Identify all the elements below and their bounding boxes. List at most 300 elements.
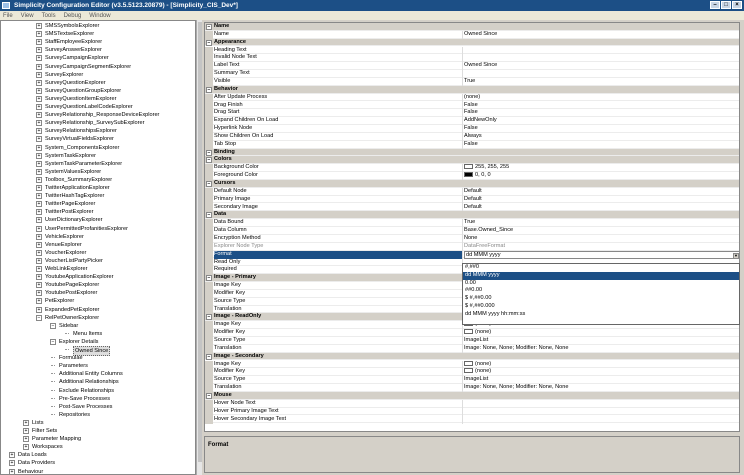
- tree-node[interactable]: [1, 346, 196, 354]
- property-value-text: Owned Since: [464, 30, 498, 37]
- row-gutter: [205, 251, 213, 259]
- property-value[interactable]: [464, 172, 740, 180]
- expand-icon[interactable]: +: [37, 306, 41, 313]
- expand-icon[interactable]: +: [37, 274, 41, 281]
- property-value-text: None: [464, 234, 478, 241]
- dropdown-option[interactable]: $ #,##0.000: [465, 302, 495, 309]
- configuration-tree[interactable]: [0, 20, 196, 475]
- tree-connector: [51, 381, 55, 382]
- property-category[interactable]: [205, 39, 740, 47]
- tree-node[interactable]: [1, 119, 196, 127]
- row-gutter: [205, 102, 213, 110]
- row-gutter: [205, 416, 213, 424]
- property-value[interactable]: [464, 109, 740, 117]
- tree-node-label: SurveyQuestionGroupExplorer: [45, 87, 122, 94]
- property-value[interactable]: [464, 188, 740, 196]
- dropdown-option[interactable]: #,##0: [465, 264, 479, 270]
- scrollbar-thumb[interactable]: [198, 22, 202, 462]
- property-row[interactable]: [205, 31, 740, 39]
- tree-node[interactable]: [1, 208, 196, 216]
- row-gutter: [205, 172, 213, 180]
- property-row[interactable]: [205, 188, 740, 196]
- property-name: Foreground Color: [214, 172, 463, 180]
- property-name: Tab Stop: [214, 141, 463, 149]
- tree-node[interactable]: [1, 54, 196, 62]
- tree-node-label: Repositories: [59, 411, 91, 418]
- property-row[interactable]: [205, 243, 740, 251]
- tree-node[interactable]: [1, 338, 196, 346]
- tree-node[interactable]: [1, 168, 196, 176]
- tree-node[interactable]: [1, 176, 196, 184]
- expand-icon[interactable]: +: [24, 419, 28, 426]
- property-value-text: Base.Owned_Since: [464, 227, 514, 234]
- expand-icon[interactable]: +: [37, 217, 41, 224]
- property-value[interactable]: [464, 62, 740, 70]
- property-value[interactable]: [464, 117, 740, 125]
- property-row[interactable]: [205, 416, 740, 424]
- row-gutter: [205, 164, 213, 172]
- property-category[interactable]: [205, 86, 740, 94]
- tree-node[interactable]: [1, 314, 196, 322]
- property-value[interactable]: [464, 141, 740, 149]
- property-value-text: Always: [464, 132, 482, 139]
- maximize-button[interactable]: □: [721, 1, 731, 9]
- property-value[interactable]: [464, 368, 740, 376]
- property-name: Drag Start: [214, 109, 463, 117]
- property-row[interactable]: [205, 78, 740, 86]
- property-category[interactable]: [205, 211, 740, 219]
- expand-icon[interactable]: +: [37, 55, 41, 62]
- tree-node[interactable]: [1, 95, 196, 103]
- property-row[interactable]: [205, 117, 740, 125]
- expand-icon[interactable]: +: [37, 136, 41, 143]
- property-value-text: 0, 0, 0: [475, 172, 491, 179]
- tree-node-label: YoutubePostExplorer: [45, 290, 98, 297]
- tree-connector: [51, 398, 55, 399]
- tree-node[interactable]: [1, 79, 196, 87]
- menu-debug[interactable]: Debug: [63, 12, 82, 19]
- collapse-icon[interactable]: −: [207, 314, 211, 321]
- row-gutter: [205, 235, 213, 243]
- expand-icon[interactable]: +: [10, 460, 14, 467]
- collapse-icon[interactable]: −: [207, 392, 211, 399]
- expand-icon[interactable]: +: [37, 290, 41, 297]
- tree-connector: [51, 390, 55, 391]
- tree-node-label: YoutubePageExplorer: [45, 282, 100, 289]
- expand-icon[interactable]: +: [37, 241, 41, 248]
- expand-icon[interactable]: +: [37, 225, 41, 232]
- property-row[interactable]: [205, 164, 740, 172]
- menu-file[interactable]: File: [3, 12, 13, 19]
- property-row[interactable]: [205, 125, 740, 133]
- expand-icon[interactable]: +: [24, 444, 28, 451]
- collapse-icon[interactable]: −: [207, 149, 211, 156]
- tree-node-label: SurveyAnswerExplorer: [45, 47, 102, 54]
- property-category[interactable]: [205, 180, 740, 188]
- property-value[interactable]: [464, 31, 740, 39]
- property-row[interactable]: [205, 329, 740, 337]
- tree-node-label: TwitterHashTagExplorer: [45, 193, 105, 200]
- color-swatch: [464, 368, 473, 373]
- expand-icon[interactable]: +: [37, 298, 41, 305]
- menu-tools[interactable]: Tools: [41, 12, 56, 19]
- property-value[interactable]: [464, 125, 740, 133]
- expand-icon[interactable]: +: [37, 87, 41, 94]
- property-row[interactable]: [205, 337, 740, 345]
- property-row[interactable]: [205, 368, 740, 376]
- tree-node-label: TwitterApplicationExplorer: [45, 185, 110, 191]
- tree-node[interactable]: [1, 419, 196, 427]
- property-value[interactable]: [464, 102, 740, 110]
- tree-node[interactable]: [1, 306, 196, 314]
- tree-node[interactable]: [1, 225, 196, 233]
- property-name: Primary Image: [214, 196, 463, 204]
- tree-node-label: WebLinkExplorer: [45, 266, 88, 272]
- format-input[interactable]: [464, 251, 740, 259]
- tree-node-label: UserPermittedProfanitiesExplorer: [45, 225, 129, 232]
- tree-node-label: VenueExplorer: [45, 241, 82, 248]
- property-value-text: (none): [475, 360, 492, 367]
- description-panel: [204, 436, 740, 473]
- tree-node[interactable]: [1, 281, 196, 289]
- property-value[interactable]: [464, 70, 740, 78]
- tree-node[interactable]: [1, 127, 196, 135]
- row-gutter: [205, 400, 213, 408]
- tree-node[interactable]: [1, 46, 196, 54]
- tree-node[interactable]: [1, 152, 196, 160]
- expand-icon[interactable]: +: [37, 233, 41, 240]
- tree-node-label: Parameter Mapping: [32, 436, 82, 443]
- property-value[interactable]: [464, 227, 740, 235]
- row-gutter: [205, 337, 213, 345]
- property-value[interactable]: [464, 408, 740, 416]
- window-controls: [710, 1, 742, 9]
- property-row[interactable]: [205, 251, 740, 259]
- row-gutter: [205, 204, 213, 212]
- property-row[interactable]: [205, 102, 740, 110]
- row-gutter: [205, 298, 213, 306]
- property-value[interactable]: [464, 94, 740, 102]
- property-value-text: Default: [464, 203, 482, 210]
- property-value-text: ImageList: [464, 337, 489, 343]
- tree-node[interactable]: [1, 135, 196, 143]
- property-category[interactable]: [205, 23, 740, 31]
- property-value[interactable]: [464, 133, 740, 141]
- expand-icon[interactable]: +: [37, 201, 41, 208]
- property-row[interactable]: [205, 172, 740, 180]
- property-value[interactable]: [464, 345, 740, 353]
- property-row[interactable]: [205, 235, 740, 243]
- collapse-icon[interactable]: −: [207, 157, 211, 164]
- tree-node-label: Explorer Details: [59, 338, 99, 345]
- expand-icon[interactable]: +: [37, 23, 41, 29]
- tree-node[interactable]: [1, 200, 196, 208]
- tree-connector: [65, 349, 69, 350]
- expand-icon[interactable]: +: [37, 168, 41, 175]
- expand-icon[interactable]: +: [37, 152, 41, 159]
- row-gutter: [205, 70, 213, 78]
- tree-node-label: SurveyVirtualFieldsExplorer: [45, 136, 114, 143]
- tree-node-label: SystemValuesExplorer: [45, 168, 102, 175]
- tree-node[interactable]: [1, 443, 196, 451]
- property-value[interactable]: [464, 384, 740, 392]
- property-value-text: DataFreeFormat: [464, 242, 506, 249]
- collapse-icon[interactable]: −: [51, 322, 55, 329]
- property-category[interactable]: [205, 353, 740, 361]
- property-value[interactable]: [464, 164, 740, 172]
- chevron-down-icon[interactable]: ▼: [734, 252, 738, 258]
- tree-node-label: SMSTextseExplorer: [45, 31, 95, 38]
- property-name: Data: [214, 211, 227, 218]
- property-name: Appearance: [214, 38, 247, 45]
- tree-node[interactable]: [1, 435, 196, 443]
- tree-node-label: VoucherListPartyPicker: [45, 257, 103, 264]
- tree-connector: [65, 333, 69, 334]
- tree-node-label: VoucherExplorer: [45, 249, 87, 256]
- menu-view[interactable]: View: [20, 12, 34, 19]
- tree-node[interactable]: [1, 395, 196, 403]
- tree-node[interactable]: [1, 289, 196, 297]
- tree-node[interactable]: [1, 71, 196, 79]
- format-value: dd MMM yyyy: [466, 251, 501, 258]
- property-row[interactable]: [205, 384, 740, 392]
- expand-icon[interactable]: +: [37, 176, 41, 183]
- tree-node[interactable]: [1, 362, 196, 370]
- tree-node-label: SurveyQuestionLabelCodeExplorer: [45, 104, 133, 110]
- tree-node[interactable]: [1, 216, 196, 224]
- tree-node[interactable]: [1, 184, 196, 192]
- property-row[interactable]: [205, 109, 740, 117]
- property-value[interactable]: [464, 337, 740, 345]
- expand-icon[interactable]: +: [37, 31, 41, 38]
- property-category[interactable]: [205, 149, 740, 157]
- expand-icon[interactable]: +: [37, 71, 41, 78]
- expand-icon[interactable]: +: [37, 185, 41, 191]
- property-value[interactable]: [464, 329, 740, 337]
- expand-icon[interactable]: +: [37, 160, 41, 167]
- property-row[interactable]: [205, 227, 740, 235]
- property-name: Modifier Key: [214, 368, 463, 376]
- property-name: Modifier Key: [214, 329, 463, 337]
- tree-node[interactable]: [1, 257, 196, 265]
- collapse-icon[interactable]: −: [51, 338, 55, 345]
- tree-node[interactable]: [1, 322, 196, 330]
- close-button[interactable]: ×: [732, 1, 742, 9]
- property-value[interactable]: [464, 361, 740, 369]
- expand-icon[interactable]: +: [37, 266, 41, 272]
- tree-node[interactable]: [1, 160, 196, 168]
- property-value[interactable]: [464, 219, 740, 227]
- menu-window[interactable]: Window: [89, 12, 111, 19]
- property-value[interactable]: [464, 196, 740, 204]
- expand-icon[interactable]: +: [37, 47, 41, 54]
- property-value[interactable]: [464, 235, 740, 243]
- property-name: Required: [214, 266, 463, 274]
- expand-icon[interactable]: +: [37, 282, 41, 289]
- tree-node[interactable]: [1, 403, 196, 411]
- property-grid[interactable]: [204, 22, 740, 432]
- collapse-icon[interactable]: −: [207, 86, 211, 93]
- minimize-button[interactable]: –: [710, 1, 720, 9]
- property-row[interactable]: [205, 54, 740, 62]
- property-row[interactable]: [205, 408, 740, 416]
- collapse-icon[interactable]: −: [207, 181, 211, 187]
- tree-node[interactable]: [1, 451, 196, 459]
- expand-icon[interactable]: +: [37, 249, 41, 256]
- collapse-icon[interactable]: −: [207, 212, 211, 219]
- property-value-text: AddNewOnly: [464, 117, 497, 124]
- property-row[interactable]: [205, 219, 740, 227]
- tree-node[interactable]: [1, 63, 196, 71]
- property-value-text: ImageList: [464, 376, 489, 383]
- property-value[interactable]: [464, 204, 740, 212]
- tree-node[interactable]: [1, 30, 196, 38]
- property-value[interactable]: [464, 78, 740, 86]
- tree-node[interactable]: [1, 38, 196, 46]
- expand-icon[interactable]: +: [37, 193, 41, 200]
- expand-icon[interactable]: +: [37, 95, 41, 102]
- property-row[interactable]: [205, 400, 740, 408]
- tree-node-label: SurveyCampaignExplorer: [45, 55, 109, 62]
- dropdown-option[interactable]: 0.00: [465, 279, 476, 286]
- tree-node[interactable]: [1, 22, 196, 30]
- expand-icon[interactable]: +: [37, 209, 41, 216]
- collapse-icon[interactable]: −: [37, 314, 41, 321]
- tree-node[interactable]: [1, 144, 196, 152]
- property-value[interactable]: [464, 47, 740, 55]
- tree-node[interactable]: [1, 249, 196, 257]
- tree-node[interactable]: [1, 427, 196, 435]
- tree-node[interactable]: [1, 297, 196, 305]
- property-row[interactable]: [205, 361, 740, 369]
- tree-node[interactable]: [1, 378, 196, 386]
- tree-node[interactable]: [1, 192, 196, 200]
- collapse-icon[interactable]: −: [207, 353, 211, 360]
- tree-node[interactable]: [1, 273, 196, 281]
- row-gutter: [205, 266, 213, 274]
- tree-node-label: SurveyRelationshipsExplorer: [45, 128, 117, 135]
- property-value[interactable]: [464, 416, 740, 424]
- expand-icon[interactable]: +: [24, 428, 28, 434]
- property-name: Data Bound: [214, 219, 463, 227]
- property-row[interactable]: [205, 204, 740, 212]
- property-name: Modifier Key: [214, 290, 463, 298]
- property-name: Format: [214, 251, 463, 259]
- window-title: Simplicity Configuration Editor (v3.5.5123.20879) - [Simplicity_CIS_Dev*]: [14, 2, 238, 9]
- property-name: Translation: [214, 306, 463, 314]
- tree-node-label: RelPetOwnerExplorer: [45, 314, 100, 321]
- property-value[interactable]: [464, 54, 740, 62]
- tree-node[interactable]: [1, 241, 196, 249]
- tree-node[interactable]: [1, 233, 196, 241]
- property-row[interactable]: [205, 70, 740, 78]
- dropdown-option[interactable]: dd MMM yyyy hh:mm:ss: [465, 310, 526, 317]
- property-row[interactable]: [205, 345, 740, 353]
- tree-scrollbar[interactable]: [196, 20, 202, 475]
- property-value[interactable]: [464, 400, 740, 408]
- format-dropdown-list[interactable]: [462, 263, 740, 325]
- property-name: Source Type: [214, 376, 463, 384]
- row-gutter: [205, 259, 213, 267]
- expand-icon[interactable]: +: [37, 39, 41, 46]
- tree-node-label: Lists: [32, 419, 44, 426]
- property-category[interactable]: [205, 392, 740, 400]
- tree-node-label: TwitterPostExplorer: [45, 209, 94, 216]
- property-name: Source Type: [214, 298, 463, 306]
- expand-icon[interactable]: +: [37, 257, 41, 264]
- expand-icon[interactable]: +: [37, 104, 41, 110]
- dropdown-option[interactable]: ##0.00: [465, 287, 483, 294]
- property-value-text: (none): [475, 368, 492, 375]
- property-name: Label Text: [214, 62, 463, 70]
- tree-node[interactable]: [1, 459, 196, 467]
- expand-icon[interactable]: +: [37, 144, 41, 151]
- tree-node[interactable]: [1, 87, 196, 95]
- collapse-icon[interactable]: −: [207, 275, 211, 282]
- row-gutter: [205, 368, 213, 376]
- property-value-text: False: [464, 109, 478, 116]
- property-row[interactable]: [205, 141, 740, 149]
- tree-node[interactable]: [1, 468, 196, 475]
- property-value-text: True: [464, 77, 476, 84]
- tree-node-label: Post-Save Processes: [59, 403, 113, 410]
- dropdown-option[interactable]: $ #,##0.00: [465, 295, 492, 302]
- description-title: Format: [208, 442, 229, 448]
- tree-node-label: Additional Entity Columns: [59, 371, 123, 378]
- property-category[interactable]: [205, 156, 740, 164]
- property-name: Colors: [214, 156, 232, 163]
- expand-icon[interactable]: +: [10, 452, 14, 459]
- property-row[interactable]: [205, 62, 740, 70]
- property-row[interactable]: [205, 133, 740, 141]
- dropdown-option[interactable]: dd MMM yyyy: [463, 272, 739, 280]
- collapse-icon[interactable]: −: [207, 39, 211, 46]
- row-gutter: [205, 345, 213, 353]
- tree-node-label: Sidebar: [59, 322, 79, 329]
- tree-node-label: Data Providers: [18, 460, 55, 467]
- tree-node[interactable]: [1, 387, 196, 395]
- expand-icon[interactable]: +: [10, 468, 14, 475]
- property-name: Image Key: [214, 282, 463, 290]
- tree-node[interactable]: [1, 265, 196, 273]
- property-row[interactable]: [205, 47, 740, 55]
- property-name: Name: [214, 31, 463, 39]
- tree-connector: [51, 406, 55, 407]
- tree-node-label: Additional Relationships: [59, 379, 119, 386]
- tree-node[interactable]: [1, 330, 196, 338]
- expand-icon[interactable]: +: [37, 79, 41, 86]
- expand-icon[interactable]: +: [37, 63, 41, 70]
- expand-icon[interactable]: +: [37, 128, 41, 135]
- tree-node[interactable]: [1, 411, 196, 419]
- property-row[interactable]: [205, 376, 740, 384]
- property-row[interactable]: [205, 94, 740, 102]
- tree-node[interactable]: [1, 354, 196, 362]
- collapse-icon[interactable]: −: [207, 24, 211, 30]
- expand-icon[interactable]: +: [24, 436, 28, 443]
- tree-node[interactable]: [1, 103, 196, 111]
- property-name: Behavior: [214, 85, 238, 92]
- property-value[interactable]: [464, 376, 740, 384]
- property-value[interactable]: [464, 243, 740, 251]
- expand-icon[interactable]: +: [37, 112, 41, 119]
- property-row[interactable]: [205, 196, 740, 204]
- expand-icon[interactable]: +: [37, 120, 41, 127]
- row-gutter: [205, 329, 213, 337]
- tree-node[interactable]: [1, 370, 196, 378]
- tree-node[interactable]: [1, 111, 196, 119]
- property-value-text: Owned Since: [464, 62, 498, 69]
